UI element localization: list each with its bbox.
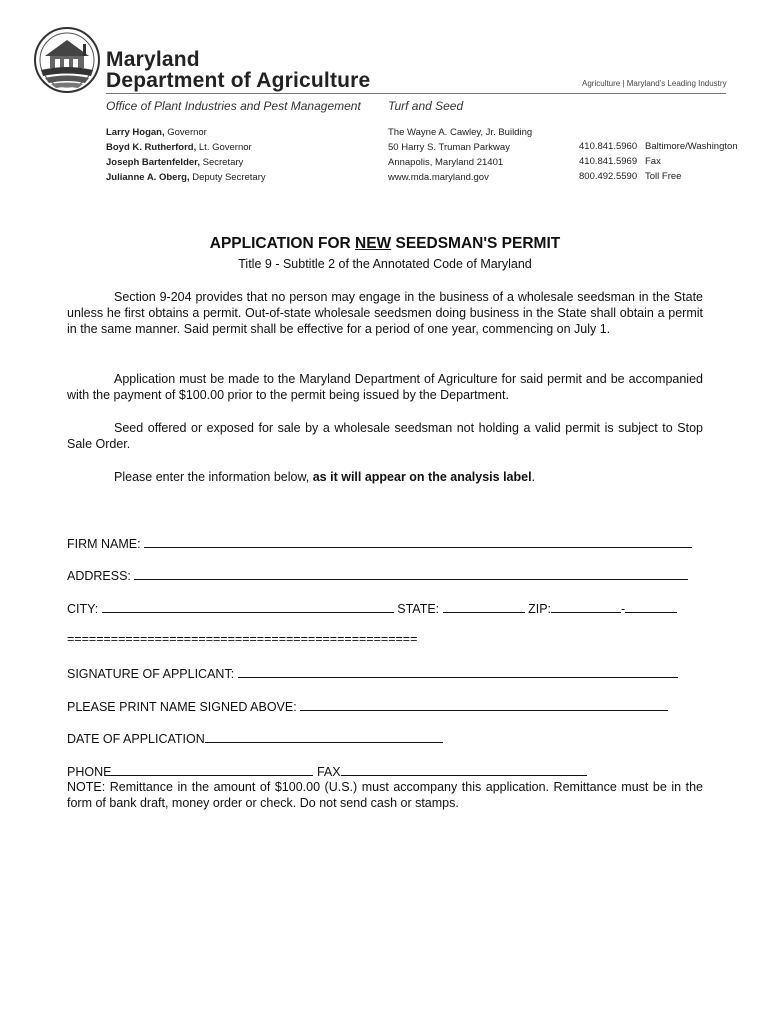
firm-name-field[interactable] [144,535,692,548]
phone-field[interactable] [111,763,313,776]
paragraph-application: Application must be made to the Maryland Department of Agriculture for said permit and be accompanied with the payment of $100.00 prior to the permit being issued by the Department. [67,372,703,402]
official-line: Joseph Bartenfelder, Secretary [106,157,244,168]
print-name-field[interactable] [300,698,668,711]
official-line: Boyd K. Rutherford, Lt. Governor [106,142,252,153]
print-name-label: PLEASE PRINT NAME SIGNED ABOVE: [67,700,297,714]
print-name-row [67,698,668,714]
section-separator: ================================================ [67,632,418,646]
address-line: 50 Harry S. Truman Parkway [388,142,510,153]
date-label: DATE OF APPLICATION [67,732,205,746]
office-name: Office of Plant Industries and Pest Management [106,99,361,113]
zip-field[interactable] [551,600,621,613]
address-field[interactable] [134,567,688,580]
address-label: ADDRESS: [67,569,131,583]
org-tagline: Agriculture | Maryland's Leading Industry [582,79,727,88]
fax-label: FAX [316,765,341,779]
state-field[interactable] [443,600,525,613]
date-row [67,730,443,746]
mailing-address [388,125,532,185]
firm-name-row [67,535,692,551]
zip-dash: - [621,602,626,616]
signature-label: SIGNATURE OF APPLICANT: [67,667,235,681]
form-title: APPLICATION FOR NEW SEEDSMAN'S PERMIT [209,235,561,252]
address-line: The Wayne A. Cawley, Jr. Building [388,127,533,138]
maryland-seal-logo-icon [33,26,101,94]
date-field[interactable] [205,730,443,743]
paragraph-stop-sale: Seed offered or exposed for sale by a wholesale seedsman not holding a valid permit is subject to Stop Sale Order. [67,421,703,451]
firm-name-label: FIRM NAME: [67,537,141,551]
phone-label: PHONE [67,765,112,779]
paragraph-section-9-204: Section 9-204 provides that no person may engage in the business of a wholesale seedsman in the State unless he first obtains a permit. Out-of-state wholesale seedsmen doing business in the State shall obtain a permit in the same manner. Said permit shall be effective for a period of one year, commencing on July 1. [67,290,703,336]
address-line: Annapolis, Maryland 21401 [388,157,504,168]
zip-label: ZIP: [528,602,552,616]
signature-row [67,665,678,681]
city-state-zip-row [67,600,677,616]
org-name-line2: Department of Agriculture [106,69,371,92]
phone-line: 800.492.5590 Toll Free [579,171,682,182]
phone-line: 410.841.5960 Baltimore/Washington [579,141,738,152]
division-name: Turf and Seed [388,99,464,113]
fax-field[interactable] [341,763,587,776]
letterhead-divider [106,93,726,94]
address-row [67,567,688,583]
city-label: CITY: [67,602,99,616]
paragraph-instructions: Please enter the information below, as it will appear on the analysis label. [114,470,536,484]
officials-list [106,125,266,185]
form-subtitle: Title 9 - Subtitle 2 of the Annotated Code of Maryland [238,257,532,271]
signature-field[interactable] [238,665,678,678]
website-link[interactable]: www.mda.maryland.gov [388,172,489,183]
city-field[interactable] [102,600,394,613]
phone-line: 410.841.5969 Fax [579,156,661,167]
state-label: STATE: [397,602,440,616]
official-line: Larry Hogan, Governor [106,127,207,138]
zip-ext-field[interactable] [625,600,677,613]
phone-fax-row [67,763,587,779]
remittance-note: NOTE: Remittance in the amount of $100.00 (U.S.) must accompany this application. Remittance must be in the form of bank draft, money order or check. Do not send cash or stamps. [67,780,703,810]
phone-list [579,139,738,184]
org-name-line1: Maryland [106,48,200,71]
official-line: Julianne A. Oberg, Deputy Secretary [106,172,266,183]
